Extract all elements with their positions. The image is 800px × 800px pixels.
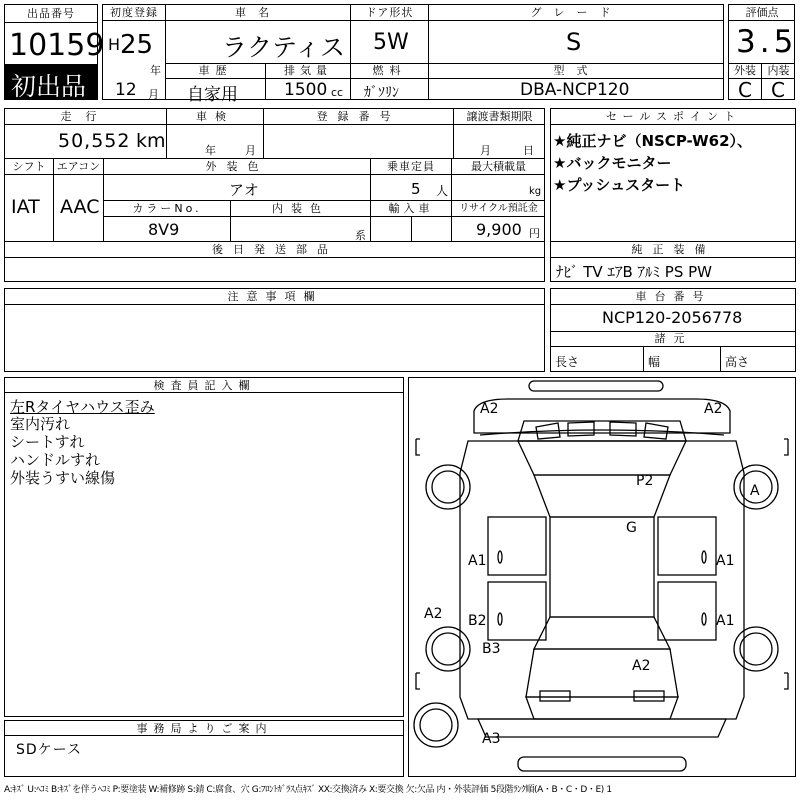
inspection-month-unit: 月	[245, 144, 256, 157]
recycle-value: 9,900	[476, 220, 522, 239]
score-label: 評価点	[745, 6, 779, 19]
grade-value: S	[566, 28, 582, 56]
int-color-unit: 系	[355, 229, 366, 242]
door-value: 5W	[373, 30, 409, 55]
load-unit: kg	[529, 186, 542, 197]
shift-label: シフト	[12, 160, 46, 173]
car-diagram	[408, 377, 796, 777]
inspector-line: 外装うすい線傷	[10, 469, 116, 487]
inspection-year-unit: 年	[205, 144, 216, 157]
damage-mark: A3	[482, 731, 501, 747]
damage-mark: B3	[482, 641, 501, 657]
interior-grade-value: C	[771, 78, 785, 102]
damage-mark: A1	[716, 553, 735, 569]
car-name-label: 車名	[235, 6, 281, 19]
reg-month: 12	[115, 80, 137, 100]
later-parts-label: 後日発送部品	[212, 243, 338, 256]
ac-value: AAC	[60, 196, 100, 218]
recycle-unit: 円	[529, 227, 540, 240]
inspector-line: シートすれ	[10, 433, 85, 451]
first-listing-badge	[4, 64, 98, 100]
legend-text: A:ｷｽﾞ U:ﾍｺﾐ B:ｷｽﾞを伴うﾍｺﾐ P:要塗装 W:補修跡 S:錆 C:腐食、穴 G:ﾌﾛﾝﾄｶﾞﾗｽ点ｷｽﾞ XX:交換済み X:要交換 欠:欠品 内・外装評価 5段階ﾗﾝｸ順(A・B・C・D・E) 1	[4, 785, 612, 795]
score-value: 3.5	[736, 24, 798, 60]
ext-color-label: 外装色	[205, 160, 269, 173]
damage-mark: A1	[468, 553, 487, 569]
damage-mark: A	[750, 483, 760, 499]
capacity-label: 乗車定員	[387, 160, 435, 173]
reg-month-unit: 月	[148, 88, 159, 101]
recycle-label: リサイクル預託金	[459, 203, 538, 214]
first-listing-text: 初出品	[11, 72, 87, 101]
reg-era: H	[108, 35, 121, 54]
length-label: 長さ	[555, 355, 580, 369]
import-label: 輸入車	[388, 202, 434, 215]
damage-mark: G	[626, 520, 637, 536]
exterior-grade-value: C	[738, 78, 752, 102]
equipment-value: ﾅﾋﾞ TV ｴｱB ｱﾙﾐ PS PW	[556, 263, 712, 281]
sales-point-item: ★バックモニター	[553, 154, 672, 172]
equipment-label: 純正装備	[631, 243, 716, 256]
reg-label: 初度登録	[110, 6, 158, 19]
displacement-value: 1500	[284, 80, 328, 100]
displacement-unit: cc	[331, 86, 344, 99]
interior-grade-label: 内装	[767, 64, 790, 77]
transfer-label: 譲渡書類期限	[466, 110, 533, 123]
inspector-label: 検査員記入欄	[153, 379, 256, 392]
lot-label: 出品番号	[5, 7, 97, 23]
ext-color-value: アオ	[229, 181, 259, 199]
exterior-grade-label: 外装	[734, 64, 756, 77]
reg-number-label: 登録番号	[316, 110, 401, 123]
damage-mark: A2	[632, 658, 651, 674]
office-label: 事務局よりご案内	[136, 722, 273, 735]
door-label: ドア形状	[365, 6, 414, 19]
color-no-value: 8V9	[148, 220, 180, 239]
capacity-value: 5	[411, 180, 421, 198]
sales-point-item: ★プッシュスタート	[553, 176, 686, 194]
inspector-line: ハンドルすれ	[10, 451, 101, 469]
mileage-value: 50,552	[58, 130, 131, 152]
color-no-label: カラーNo.	[132, 202, 202, 215]
damage-mark: A2	[704, 401, 723, 417]
sales-points-label: セールスポイント	[605, 110, 741, 123]
transfer-month-unit: 月	[480, 144, 491, 157]
damage-mark: B2	[468, 613, 487, 629]
chassis-value: NCP120-2056778	[602, 308, 743, 327]
history-value: 自家用	[187, 85, 238, 105]
transfer-day-unit: 日	[523, 144, 534, 157]
fuel-value: ｶﾞｿﾘﾝ	[364, 85, 399, 101]
car-name: ラクティス	[222, 33, 346, 62]
model-label: 型式	[553, 64, 600, 77]
width-label: 幅	[648, 355, 661, 369]
history-label: 車歴	[198, 64, 233, 77]
reg-year: 25	[120, 30, 154, 60]
damage-mark: A2	[480, 401, 499, 417]
lot-number: 10159	[9, 28, 105, 63]
inspection-label: 車検	[196, 110, 234, 123]
office-text: SDケース	[16, 742, 82, 758]
displacement-label: 排気量	[284, 64, 332, 77]
load-label: 最大積載量	[471, 160, 526, 173]
mileage-unit: km	[136, 130, 166, 152]
inspector-line: 室内汚れ	[10, 415, 71, 433]
shift-value: IAT	[11, 196, 40, 218]
reg-year-unit: 年	[150, 64, 161, 77]
damage-mark: A1	[716, 613, 735, 629]
capacity-unit: 人	[436, 184, 449, 198]
grade-label: グレード	[530, 6, 623, 19]
height-label: 高さ	[725, 355, 750, 369]
notes-label: 注意事項欄	[227, 290, 323, 303]
fuel-label: 燃料	[372, 64, 407, 77]
ac-label: エアコン	[56, 160, 101, 173]
spec-label: 諸元	[654, 332, 693, 345]
chassis-label: 車台番号	[635, 290, 712, 303]
damage-mark: A2	[424, 606, 443, 622]
sales-point-item: ★純正ナビ（NSCP-W62）、	[553, 132, 753, 150]
inspector-line: 左Rタイヤハウス歪み	[10, 398, 155, 416]
damage-mark: P2	[636, 473, 654, 489]
model-value: DBA-NCP120	[520, 80, 630, 100]
mileage-label: 走行	[60, 110, 111, 123]
int-color-label: 内装色	[272, 202, 329, 215]
